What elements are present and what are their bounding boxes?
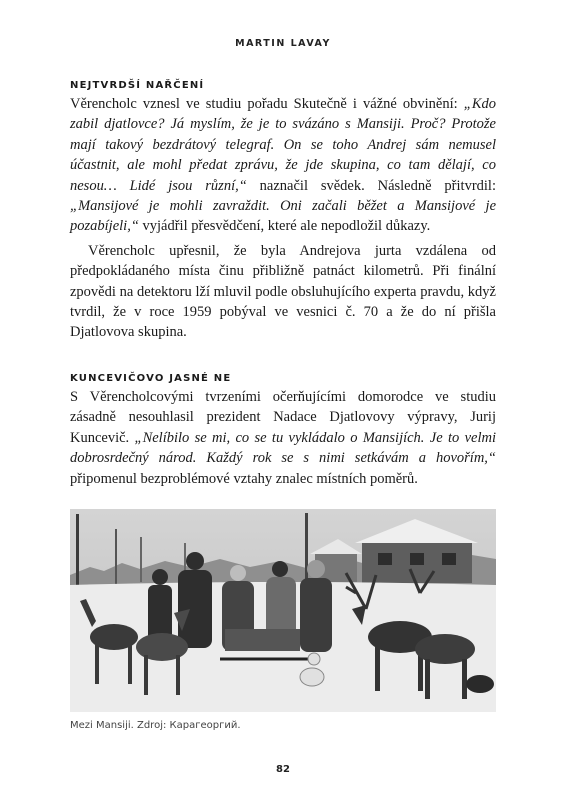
photo-caption: Mezi Mansiji. Zdroj: Карагеоргий. — [70, 720, 241, 731]
paragraph: Věrencholc vznesl ve studiu pořadu Skutečně i vážné obvinění: „Kdo zabil djatlovce? Já myslím, že je to svázáno s Mansiji. Proč? Protože mají takový bezdrátový telegraf. On se toho Andrej sám nemusel účastnit, ale mohl předat zprávu, že jde skupina, co tam dělají, co nesou… Lidé jsou různí,“ naznačil svědek. Následně přitvrdil: „Mansijové je mohli zavraždit. Oni začali běžet a Mansijové je pozabíjeli,“ vyjádřil přesvědčení, které ale nepodložil důkazy. — [70, 96, 496, 235]
section-heading: NEJTVRDŠÍ NAŘČENÍ — [70, 80, 205, 91]
running-head: MARTIN LAVAY — [235, 38, 331, 49]
section-kuncevicovo-jasne-ne — [70, 373, 496, 489]
page-number: 82 — [276, 764, 290, 775]
paragraph: S Věrencholcovými tvrzeními očerňujícími domorodce ve studiu zásadně nesouhlasil prezident Nadace Djatlovovy výpravy, Jurij Kuncevič. „Nelíbilo se mi, co se tu vykládalo o Mansijích. Je to velmi dobrosrdečný národ. Každý rok se s nimi setkávám a hovořím,“ připomenul bezproblémové vztahy znalec místních poměrů. — [70, 389, 496, 487]
section-heading: KUNCEVIČOVO JASNÉ NE — [70, 373, 232, 384]
section-nejtvrdsi-narceni — [70, 80, 496, 343]
photo-reindeer-sled — [70, 509, 496, 712]
paragraph: Věrencholc upřesnil, že byla Andrejova jurta vzdálena od předpokládaného místa činu přibližně patnáct kilometrů. Při finální zpovědi na detektoru lží mluvil podle obsluhujícího experta pravdu, když tvrdil, že v roce 1959 pobýval ve vesnici č. 70 a že do ní přišla Djatlovova skupina. — [70, 242, 496, 341]
